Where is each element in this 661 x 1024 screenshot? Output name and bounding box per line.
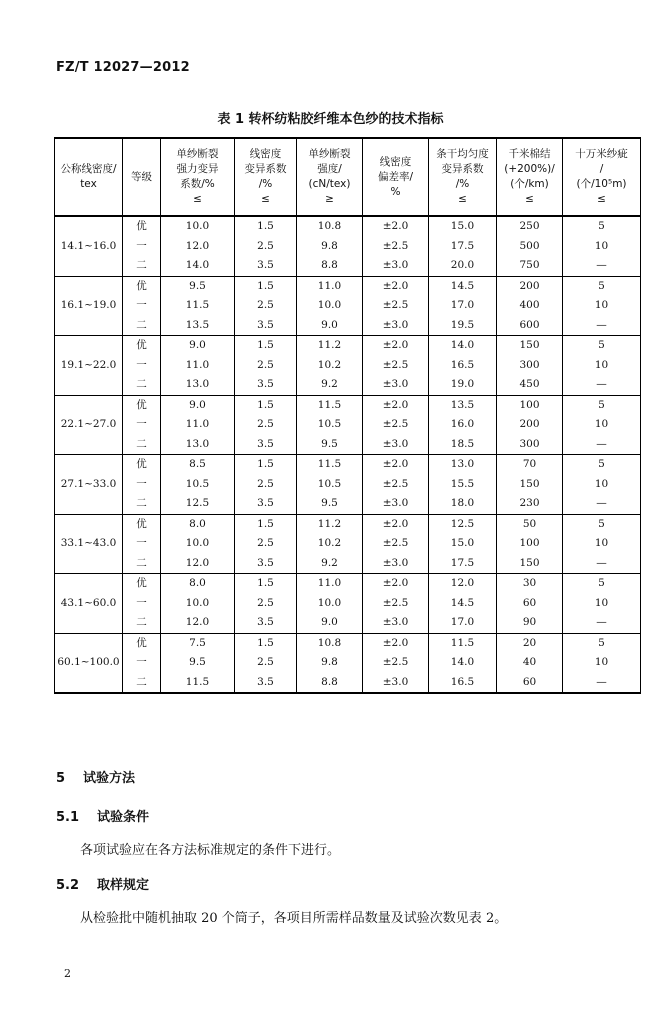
value-cell: 10.8 xyxy=(297,633,363,653)
column-header-line: (cN/tex) xyxy=(308,178,351,190)
value-cell: ±2.5 xyxy=(363,594,429,614)
value-cell: 10.5 xyxy=(161,475,235,495)
value-cell: 10.0 xyxy=(297,594,363,614)
value-cell: 10 xyxy=(563,475,641,495)
column-header-line: ≤ xyxy=(193,193,202,205)
value-cell: 1.5 xyxy=(235,216,297,237)
value-cell: 5 xyxy=(563,336,641,356)
grade-cell: 一 xyxy=(123,415,161,435)
value-cell: ±2.5 xyxy=(363,356,429,376)
grade-cell: 优 xyxy=(123,395,161,415)
value-cell: ±3.0 xyxy=(363,435,429,455)
table-row xyxy=(55,475,641,495)
table-row xyxy=(55,435,641,455)
value-cell: 11.2 xyxy=(297,514,363,534)
column-header xyxy=(497,138,563,216)
column-header-line: ≤ xyxy=(597,193,606,205)
value-cell: 14.0 xyxy=(429,336,497,356)
standard-id: FZ/T 12027—2012 xyxy=(56,60,190,75)
column-header-line: 变异系数 xyxy=(244,163,287,175)
value-cell: 11.5 xyxy=(297,395,363,415)
value-cell: 2.5 xyxy=(235,475,297,495)
column-header-line: 千米棉结 xyxy=(508,148,551,160)
value-cell: 10 xyxy=(563,534,641,554)
value-cell: 13.5 xyxy=(161,316,235,336)
value-cell: 10 xyxy=(563,356,641,376)
value-cell: 3.5 xyxy=(235,613,297,633)
grade-cell: 一 xyxy=(123,356,161,376)
table-title: 表 1 转杯纺粘胶纤维本色纱的技术指标 xyxy=(217,112,444,127)
column-header-line: ≤ xyxy=(261,193,270,205)
column-header-line: (个/km) xyxy=(510,178,549,190)
value-cell: 3.5 xyxy=(235,256,297,276)
value-cell: ±2.5 xyxy=(363,237,429,257)
value-cell: ±2.0 xyxy=(363,514,429,534)
column-header-line: 线密度 xyxy=(379,155,412,168)
value-cell: 13.0 xyxy=(429,455,497,475)
value-cell: ±3.0 xyxy=(363,256,429,276)
value-cell: 15.0 xyxy=(429,216,497,237)
value-cell: 2.5 xyxy=(235,296,297,316)
value-cell: 8.0 xyxy=(161,514,235,534)
column-header xyxy=(429,138,497,216)
value-cell: 13.5 xyxy=(429,395,497,415)
grade-cell: 优 xyxy=(123,455,161,475)
value-cell: 16.0 xyxy=(429,415,497,435)
value-cell: 17.5 xyxy=(429,237,497,257)
column-header-line: tex xyxy=(80,178,97,190)
density-range-cell: 16.1~19.0 xyxy=(55,276,123,336)
column-header xyxy=(563,138,641,216)
grade-cell: 二 xyxy=(123,375,161,395)
column-header-line: ≤ xyxy=(525,193,534,205)
value-cell: ±2.0 xyxy=(363,216,429,237)
column-header xyxy=(363,138,429,216)
value-cell: — xyxy=(563,256,641,276)
value-cell: — xyxy=(563,435,641,455)
table-row xyxy=(55,316,641,336)
page-number: 2 xyxy=(64,967,71,980)
density-range-cell: 60.1~100.0 xyxy=(55,633,123,693)
value-cell: 60 xyxy=(497,594,563,614)
value-cell: 18.5 xyxy=(429,435,497,455)
value-cell: 11.2 xyxy=(297,336,363,356)
section-number: 5.1 xyxy=(56,810,80,825)
section-5-1-heading xyxy=(56,806,149,825)
column-header-line: 偏差率/ xyxy=(377,170,414,183)
value-cell: 14.5 xyxy=(429,276,497,296)
value-cell: ±2.0 xyxy=(363,276,429,296)
column-header-line: ≤ xyxy=(458,193,467,205)
value-cell: 600 xyxy=(497,316,563,336)
value-cell: 3.5 xyxy=(235,673,297,694)
column-header-line: 变异系数 xyxy=(441,163,484,175)
value-cell: 10.5 xyxy=(297,475,363,495)
value-cell: ±2.0 xyxy=(363,455,429,475)
table-row xyxy=(55,336,641,356)
density-range-cell: 19.1~22.0 xyxy=(55,336,123,396)
value-cell: 9.5 xyxy=(161,653,235,673)
grade-cell: 一 xyxy=(123,594,161,614)
value-cell: 11.5 xyxy=(161,673,235,694)
value-cell: 11.0 xyxy=(297,276,363,296)
column-header-line: (+200%)/ xyxy=(504,163,555,175)
value-cell: 10.5 xyxy=(297,415,363,435)
value-cell: 11.0 xyxy=(161,356,235,376)
value-cell: 9.0 xyxy=(161,336,235,356)
value-cell: 90 xyxy=(497,613,563,633)
value-cell: — xyxy=(563,554,641,574)
value-cell: 100 xyxy=(497,395,563,415)
table-row xyxy=(55,494,641,514)
value-cell: 16.5 xyxy=(429,673,497,694)
grade-cell: 二 xyxy=(123,494,161,514)
section-5-2-heading xyxy=(56,874,149,893)
value-cell: 11.0 xyxy=(161,415,235,435)
table-row xyxy=(55,395,641,415)
value-cell: 5 xyxy=(563,455,641,475)
value-cell: ±2.0 xyxy=(363,633,429,653)
value-cell: 19.0 xyxy=(429,375,497,395)
column-header xyxy=(235,138,297,216)
value-cell: 70 xyxy=(497,455,563,475)
grade-cell: 二 xyxy=(123,613,161,633)
value-cell: 10 xyxy=(563,653,641,673)
value-cell: 10 xyxy=(563,594,641,614)
value-cell: 10.8 xyxy=(297,216,363,237)
value-cell: 200 xyxy=(497,415,563,435)
value-cell: 20 xyxy=(497,633,563,653)
section-title: 试验条件 xyxy=(97,810,150,825)
value-cell: 13.0 xyxy=(161,375,235,395)
value-cell: 300 xyxy=(497,435,563,455)
value-cell: 5 xyxy=(563,514,641,534)
column-header-line: 强力变异 xyxy=(176,163,219,175)
value-cell: 12.0 xyxy=(161,613,235,633)
density-range-cell: 27.1~33.0 xyxy=(55,455,123,515)
value-cell: 10.0 xyxy=(161,594,235,614)
value-cell: ±2.5 xyxy=(363,296,429,316)
value-cell: 1.5 xyxy=(235,455,297,475)
section-title: 试验方法 xyxy=(83,771,136,786)
value-cell: 1.5 xyxy=(235,633,297,653)
value-cell: 1.5 xyxy=(235,395,297,415)
column-header xyxy=(55,138,123,216)
value-cell: 230 xyxy=(497,494,563,514)
grade-cell: 优 xyxy=(123,574,161,594)
value-cell: 12.5 xyxy=(429,514,497,534)
grade-cell: 二 xyxy=(123,316,161,336)
value-cell: 5 xyxy=(563,574,641,594)
section-number: 5 xyxy=(56,771,66,786)
value-cell: 17.5 xyxy=(429,554,497,574)
grade-cell: 二 xyxy=(123,256,161,276)
column-header xyxy=(161,138,235,216)
table-row xyxy=(55,574,641,594)
column-header xyxy=(123,138,161,216)
section-number: 5.2 xyxy=(56,878,80,893)
value-cell: 1.5 xyxy=(235,574,297,594)
value-cell: 9.8 xyxy=(297,237,363,257)
value-cell: 150 xyxy=(497,475,563,495)
value-cell: 12.0 xyxy=(161,237,235,257)
column-header-line: / xyxy=(599,163,604,175)
value-cell: 150 xyxy=(497,554,563,574)
value-cell: — xyxy=(563,316,641,336)
table-row xyxy=(55,256,641,276)
value-cell: 150 xyxy=(497,336,563,356)
column-header-line: /% xyxy=(455,178,470,190)
column-header-line: 单纱断裂 xyxy=(176,148,219,160)
spec-table xyxy=(54,137,641,694)
value-cell: 10.0 xyxy=(161,534,235,554)
value-cell: ±2.5 xyxy=(363,653,429,673)
value-cell: 3.5 xyxy=(235,316,297,336)
table-row xyxy=(55,534,641,554)
column-header-line: % xyxy=(390,185,401,198)
value-cell: ±2.5 xyxy=(363,534,429,554)
value-cell: 2.5 xyxy=(235,534,297,554)
value-cell: 500 xyxy=(497,237,563,257)
value-cell: 2.5 xyxy=(235,594,297,614)
grade-cell: 二 xyxy=(123,435,161,455)
value-cell: 16.5 xyxy=(429,356,497,376)
value-cell: 12.5 xyxy=(161,494,235,514)
column-header-line: 等级 xyxy=(131,170,152,183)
value-cell: 60 xyxy=(497,673,563,694)
value-cell: 8.8 xyxy=(297,256,363,276)
table-row xyxy=(55,216,641,237)
value-cell: 19.5 xyxy=(429,316,497,336)
value-cell: 2.5 xyxy=(235,237,297,257)
value-cell: 5 xyxy=(563,633,641,653)
value-cell: 1.5 xyxy=(235,276,297,296)
density-range-cell: 22.1~27.0 xyxy=(55,395,123,455)
value-cell: 10 xyxy=(563,415,641,435)
table-row xyxy=(55,594,641,614)
value-cell: 15.0 xyxy=(429,534,497,554)
value-cell: — xyxy=(563,613,641,633)
column-header-line: 十万米纱疵 xyxy=(575,148,628,160)
value-cell: 9.0 xyxy=(297,316,363,336)
value-cell: 3.5 xyxy=(235,554,297,574)
value-cell: ±2.5 xyxy=(363,475,429,495)
table-body xyxy=(55,216,641,693)
value-cell: 7.5 xyxy=(161,633,235,653)
column-header-line: 系数/% xyxy=(180,178,215,190)
value-cell: 10.2 xyxy=(297,534,363,554)
section-5-heading xyxy=(56,767,135,786)
grade-cell: 优 xyxy=(123,276,161,296)
grade-cell: 优 xyxy=(123,336,161,356)
value-cell: 15.5 xyxy=(429,475,497,495)
value-cell: 30 xyxy=(497,574,563,594)
value-cell: ±2.0 xyxy=(363,336,429,356)
value-cell: 5 xyxy=(563,276,641,296)
column-header xyxy=(297,138,363,216)
table-row xyxy=(55,276,641,296)
value-cell: 40 xyxy=(497,653,563,673)
value-cell: ±3.0 xyxy=(363,494,429,514)
value-cell: 8.0 xyxy=(161,574,235,594)
value-cell: 1.5 xyxy=(235,336,297,356)
value-cell: 750 xyxy=(497,256,563,276)
table-row xyxy=(55,356,641,376)
column-header-line: 强度/ xyxy=(317,163,342,175)
value-cell: 200 xyxy=(497,276,563,296)
grade-cell: 二 xyxy=(123,554,161,574)
value-cell: — xyxy=(563,673,641,694)
value-cell: ±3.0 xyxy=(363,613,429,633)
value-cell: 9.8 xyxy=(297,653,363,673)
grade-cell: 一 xyxy=(123,653,161,673)
table-row xyxy=(55,375,641,395)
table-row xyxy=(55,554,641,574)
value-cell: ±2.0 xyxy=(363,574,429,594)
value-cell: 13.0 xyxy=(161,435,235,455)
grade-cell: 一 xyxy=(123,475,161,495)
value-cell: 11.0 xyxy=(297,574,363,594)
value-cell: 11.5 xyxy=(429,633,497,653)
value-cell: 9.5 xyxy=(161,276,235,296)
table-row xyxy=(55,514,641,534)
table-row xyxy=(55,415,641,435)
table-row xyxy=(55,455,641,475)
paragraph: 各项试验应在各方法标准规定的条件下进行。 xyxy=(80,843,341,858)
value-cell: 18.0 xyxy=(429,494,497,514)
value-cell: 3.5 xyxy=(235,375,297,395)
paragraph: 从检验批中随机抽取 20 个筒子，各项目所需样品数量及试验次数见表 2。 xyxy=(80,911,508,926)
grade-cell: 一 xyxy=(123,296,161,316)
value-cell: 450 xyxy=(497,375,563,395)
section-title: 取样规定 xyxy=(97,878,150,893)
value-cell: 8.8 xyxy=(297,673,363,694)
value-cell: 1.5 xyxy=(235,514,297,534)
value-cell: ±3.0 xyxy=(363,316,429,336)
grade-cell: 优 xyxy=(123,514,161,534)
table-row xyxy=(55,653,641,673)
value-cell: 300 xyxy=(497,356,563,376)
value-cell: 10 xyxy=(563,296,641,316)
value-cell: 14.5 xyxy=(429,594,497,614)
value-cell: — xyxy=(563,494,641,514)
value-cell: ±3.0 xyxy=(363,554,429,574)
column-header-line: (个/10⁵m) xyxy=(576,178,627,190)
value-cell: 400 xyxy=(497,296,563,316)
value-cell: ±3.0 xyxy=(363,673,429,694)
value-cell: ±3.0 xyxy=(363,375,429,395)
value-cell: 9.0 xyxy=(161,395,235,415)
value-cell: 10.0 xyxy=(161,216,235,237)
value-cell: 3.5 xyxy=(235,435,297,455)
column-header-line: 条干均匀度 xyxy=(436,148,489,160)
column-header-line: 线密度 xyxy=(249,148,282,160)
column-header-line: /% xyxy=(258,178,273,190)
value-cell: 3.5 xyxy=(235,494,297,514)
column-header-line: 单纱断裂 xyxy=(308,148,351,160)
value-cell: 12.0 xyxy=(429,574,497,594)
grade-cell: 优 xyxy=(123,216,161,237)
value-cell: 10 xyxy=(563,237,641,257)
value-cell: 14.0 xyxy=(429,653,497,673)
value-cell: 9.2 xyxy=(297,554,363,574)
value-cell: — xyxy=(563,375,641,395)
value-cell: 17.0 xyxy=(429,613,497,633)
table-header-row xyxy=(55,138,641,216)
value-cell: 11.5 xyxy=(297,455,363,475)
value-cell: 9.0 xyxy=(297,613,363,633)
grade-cell: 二 xyxy=(123,673,161,694)
value-cell: 10.2 xyxy=(297,356,363,376)
value-cell: 9.5 xyxy=(297,494,363,514)
value-cell: 10.0 xyxy=(297,296,363,316)
table-row xyxy=(55,237,641,257)
grade-cell: 一 xyxy=(123,534,161,554)
value-cell: 5 xyxy=(563,395,641,415)
table-row xyxy=(55,296,641,316)
value-cell: 11.5 xyxy=(161,296,235,316)
value-cell: 17.0 xyxy=(429,296,497,316)
value-cell: 8.5 xyxy=(161,455,235,475)
table-row xyxy=(55,673,641,694)
value-cell: 2.5 xyxy=(235,415,297,435)
value-cell: 5 xyxy=(563,216,641,237)
value-cell: 9.2 xyxy=(297,375,363,395)
value-cell: 12.0 xyxy=(161,554,235,574)
grade-cell: 一 xyxy=(123,237,161,257)
table-row xyxy=(55,633,641,653)
column-header-line: ≥ xyxy=(325,193,334,205)
density-range-cell: 14.1~16.0 xyxy=(55,216,123,276)
value-cell: 9.5 xyxy=(297,435,363,455)
value-cell: 100 xyxy=(497,534,563,554)
value-cell: 2.5 xyxy=(235,356,297,376)
value-cell: 14.0 xyxy=(161,256,235,276)
value-cell: ±2.0 xyxy=(363,395,429,415)
density-range-cell: 33.1~43.0 xyxy=(55,514,123,574)
value-cell: 2.5 xyxy=(235,653,297,673)
grade-cell: 优 xyxy=(123,633,161,653)
value-cell: 20.0 xyxy=(429,256,497,276)
density-range-cell: 43.1~60.0 xyxy=(55,574,123,634)
column-header-line: 公称线密度/ xyxy=(60,163,117,175)
value-cell: 250 xyxy=(497,216,563,237)
value-cell: ±2.5 xyxy=(363,415,429,435)
table-row xyxy=(55,613,641,633)
value-cell: 50 xyxy=(497,514,563,534)
